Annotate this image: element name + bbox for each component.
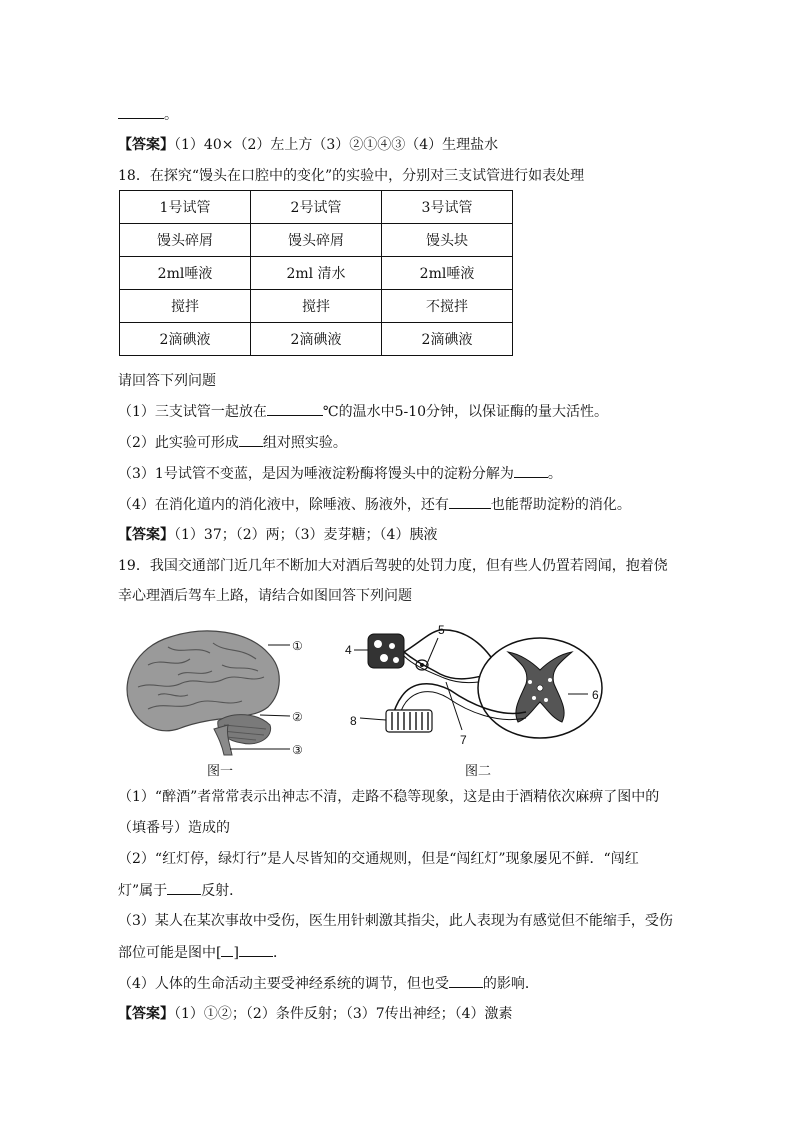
table-cell: 2ml唾液 xyxy=(382,257,513,290)
sub4-text-b: 也能帮助淀粉的消化。 xyxy=(490,497,631,513)
table-row xyxy=(120,191,513,224)
table-row xyxy=(120,290,513,323)
table-cell: 2滴碘液 xyxy=(382,323,513,356)
table-cell: 不搅拌 xyxy=(382,290,513,323)
sub3-text-b: 部位可能是图中[ xyxy=(118,945,222,961)
question-19-stem-2: 幸心理酒后驾车上路，请结合如图回答下列问题 xyxy=(118,588,412,604)
question-19-sub3-b xyxy=(118,942,287,963)
label-7: 7 xyxy=(460,733,467,747)
table-cell: 2滴碘液 xyxy=(120,323,251,356)
label-3: ③ xyxy=(292,743,303,757)
answer-label: 【答案】 xyxy=(118,137,174,153)
table-cell: 搅拌 xyxy=(251,290,382,323)
sub2-text-b: 灯”属于 xyxy=(118,883,168,899)
answer-text: （1）40×（2）左上方（3）②①④③（4）生理盐水 xyxy=(174,137,499,153)
figure-1-brain xyxy=(118,625,318,765)
answer-blank xyxy=(167,880,201,895)
sub3-text-d: ． xyxy=(272,945,287,961)
top-blank-line xyxy=(118,104,178,125)
answer-text: （1）①②；（2）条件反射；（3）7传出神经；（4）激素 xyxy=(174,1006,513,1022)
question-19-sub3-a: （3）某人在某次事故中受伤，医生用针刺激其指尖，此人表现为有感觉但不能缩手，受伤 xyxy=(118,913,673,929)
top-line-suffix: 。 xyxy=(164,107,178,123)
figure-1-caption: 图一 xyxy=(207,764,234,779)
sub3-text-b: 。 xyxy=(547,466,562,482)
figure-2-caption: 图二 xyxy=(465,764,492,779)
table-cell: 2号试管 xyxy=(251,191,382,224)
sub4-text-a: （4）人体的生命活动主要受神经系统的调节，但也受 xyxy=(118,976,449,992)
sub4-text-b: 的影响． xyxy=(482,976,539,992)
label-6: 6 xyxy=(592,688,599,702)
question-18-sub2 xyxy=(118,432,347,453)
question-19-sub2-b xyxy=(118,880,243,901)
label-1: ① xyxy=(292,639,303,653)
table-cell: 2ml唾液 xyxy=(120,257,251,290)
label-2: ② xyxy=(292,710,303,724)
table-cell: 馒头块 xyxy=(382,224,513,257)
answer-19 xyxy=(118,1004,513,1024)
question-19-stem-1: 19．我国交通部门近几年不断加大对酒后驾驶的处罚力度，但有些人仍置若罔闻，抱着侥 xyxy=(118,558,668,574)
question-18-sub3 xyxy=(118,463,562,484)
answer-text: （1）37；（2）两；（3）麦芽糖；（4）胰液 xyxy=(174,527,438,543)
table-cell: 1号试管 xyxy=(120,191,251,224)
answer-blank xyxy=(221,942,233,957)
sub3-text-c: ] xyxy=(233,945,239,961)
table-cell: 馒头碎屑 xyxy=(251,224,382,257)
figure-2-reflex-arc xyxy=(340,622,620,752)
table-cell: 2滴碘液 xyxy=(251,323,382,356)
label-5: 5 xyxy=(438,623,445,637)
answer-18 xyxy=(118,525,437,545)
answer-label: 【答案】 xyxy=(118,527,174,543)
table-cell: 馒头碎屑 xyxy=(120,224,251,257)
table-row xyxy=(120,323,513,356)
question-18-sub1 xyxy=(118,401,608,422)
label-8: 8 xyxy=(350,714,357,728)
table-row xyxy=(120,257,513,290)
answer-blank xyxy=(239,942,273,957)
table-cell: 3号试管 xyxy=(382,191,513,224)
question-18-stem: 18．在探究“馒头在口腔中的变化”的实验中，分别对三支试管进行如表处理 xyxy=(118,168,585,184)
sub4-text-a: （4）在消化道内的消化液中，除唾液、肠液外，还有 xyxy=(118,497,449,513)
sub2-text-b: 组对照实验。 xyxy=(262,435,347,451)
question-19-sub1-b: （填番号）造成的 xyxy=(118,820,230,836)
question-18-sub4 xyxy=(118,494,631,515)
experiment-table xyxy=(119,190,513,356)
label-4: 4 xyxy=(345,643,352,657)
sub2-text-c: 反射． xyxy=(201,883,244,899)
question-19-sub2-a: （2）“红灯停，绿灯行”是人尽皆知的交通规则，但是“闯红灯”现象屡见不鲜．“闯红 xyxy=(118,851,639,867)
sub1-text-a: （1）三支试管一起放在 xyxy=(118,404,267,420)
table-cell: 2ml 清水 xyxy=(251,257,382,290)
table-cell: 搅拌 xyxy=(120,290,251,323)
sub1-text-b: ℃的温水中5-10分钟，以保证酶的量大活性。 xyxy=(322,404,609,420)
answer-blank xyxy=(118,104,164,119)
sub3-text-a: （3）1号试管不变蓝，是因为唾液淀粉酶将馒头中的淀粉分解为 xyxy=(118,466,514,482)
answer-blank xyxy=(449,973,483,988)
answer-blank xyxy=(514,463,548,478)
question-19-sub1-a: （1）“醉酒”者常常表示出神志不清，走路不稳等现象，这是由于酒精依次麻痹了图中的 xyxy=(118,789,660,805)
question-18-prompt: 请回答下列问题 xyxy=(118,373,216,389)
question-19-sub4 xyxy=(118,973,539,994)
answer-17 xyxy=(118,135,498,155)
sub2-text-a: （2）此实验可形成 xyxy=(118,435,239,451)
table-row xyxy=(120,224,513,257)
answer-label: 【答案】 xyxy=(118,1006,174,1022)
answer-blank xyxy=(267,401,323,416)
answer-blank xyxy=(239,432,263,447)
answer-blank xyxy=(449,494,491,509)
